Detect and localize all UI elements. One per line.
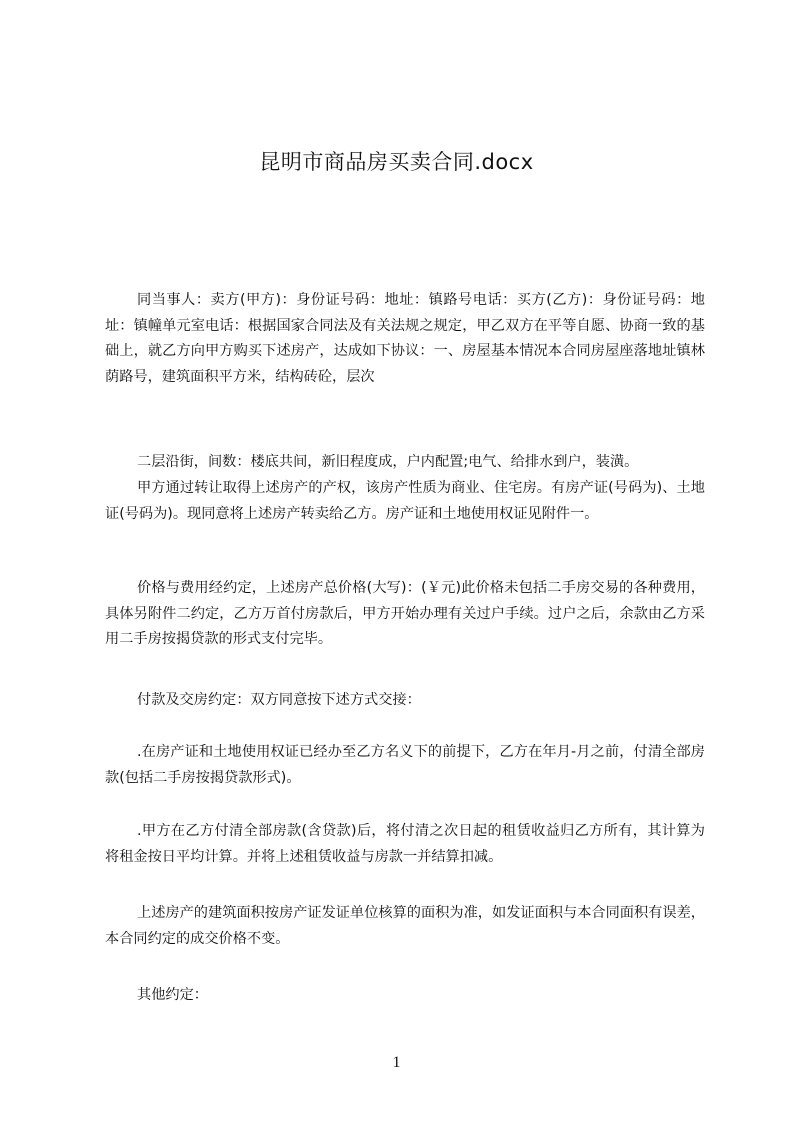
paragraph-payment-term-1: .在房产证和土地使用权证已经办至乙方名义下的前提下，乙方在年月-月之前，付清全部房款(包括二手房按揭贷款形式)。 — [105, 744, 705, 786]
paragraph-floor-info: 二层沿街，间数：楼底共间，新旧程度成，户内配置;电气、给排水到户，装潢。 — [137, 454, 639, 470]
paragraph-other: 其他约定： — [137, 987, 208, 1003]
document-title: 昆明市商品房买卖合同.docx — [259, 150, 534, 174]
paragraph-price: 价格与费用经约定，上述房产总价格(大写)：(￥元)此价格未包括二手房交易的各种费用，具体另附件二约定，乙方万首付房款后，甲方开始办理有关过户手续。过户之后，余款由乙方采用二手房按揭贷款的形式支付完毕。 — [105, 580, 705, 647]
paragraph-ownership: 甲方通过转让取得上述房产的产权，该房产性质为商业、住宅房。有房产证(号码为)、土地证(号码为)。现同意将上述房产转卖给乙方。房产证和土地使用权证见附件一。 — [105, 480, 705, 522]
paragraph-area: 上述房产的建筑面积按房产证发证单位核算的面积为准，如发证面积与本合同面积有误差，本合同约定的成交价格不变。 — [105, 905, 705, 947]
paragraph-payment-term-2: .甲方在乙方付清全部房款(含贷款)后，将付清之次日起的租赁收益归乙方所有，其计算为将租金按日平均计算。并将上述租赁收益与房款一并结算扣减。 — [105, 823, 705, 865]
paragraph-parties: 同当事人：卖方(甲方)：身份证号码：地址：镇路号电话：买方(乙方)：身份证号码：地址：镇幢单元室电话：根据国家合同法及有关法规之规定，甲乙双方在平等自愿、协商一致的基础上，就乙方向甲方购买下述房产，达成如下协议：一、房屋基本情况本合同房屋座落地址镇林荫路号，建筑面积平方米，结构砖砼，层次 — [105, 292, 705, 385]
paragraph-payment-heading: 付款及交房约定：双方同意按下述方式交接： — [137, 692, 421, 708]
page-number: 1 — [392, 1054, 401, 1071]
